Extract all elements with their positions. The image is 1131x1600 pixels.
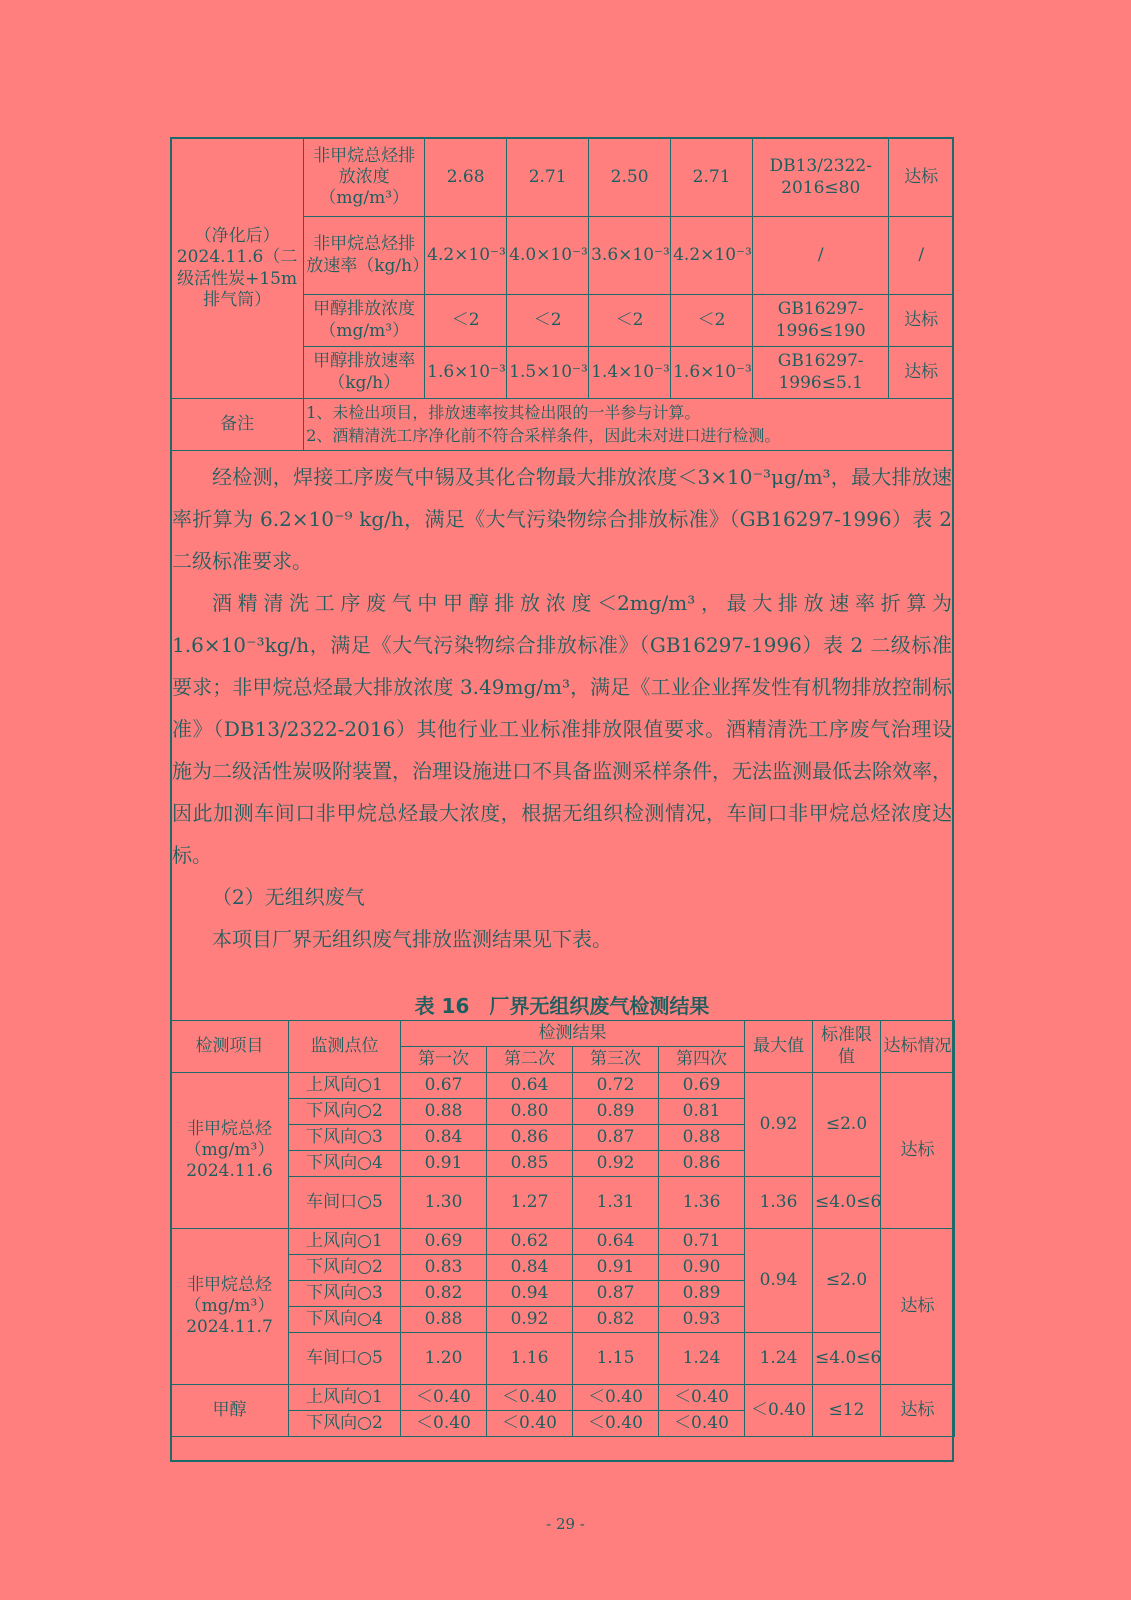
standard: GB16297-1996≤190 xyxy=(753,295,889,347)
limit-value: ≤4.0≤6 xyxy=(813,1333,881,1385)
header-max: 最大值 xyxy=(745,1021,813,1073)
table-caption: 表 16 厂界无组织废气检测结果 xyxy=(414,994,710,1018)
cell: 1.5×10⁻³ xyxy=(507,347,589,399)
cell: 0.62 xyxy=(487,1229,573,1255)
cell: 2.71 xyxy=(507,139,589,217)
cell: ＜0.40 xyxy=(659,1385,745,1411)
cell: 4.2×10⁻³ xyxy=(671,217,753,295)
header-results: 检测结果 xyxy=(401,1021,745,1047)
cell: 0.64 xyxy=(487,1073,573,1099)
cell: 0.92 xyxy=(487,1307,573,1333)
cell: 0.92 xyxy=(573,1151,659,1177)
cell: ＜2 xyxy=(671,295,753,347)
cell: 1.36 xyxy=(659,1177,745,1229)
cell: 0.86 xyxy=(659,1151,745,1177)
cell: 0.88 xyxy=(659,1125,745,1151)
cell: 0.87 xyxy=(573,1125,659,1151)
cell: ＜0.40 xyxy=(573,1385,659,1411)
cell: 1.27 xyxy=(487,1177,573,1229)
point: 下风向○2 xyxy=(289,1411,401,1437)
point: 上风向○1 xyxy=(289,1073,401,1099)
cell: 0.90 xyxy=(659,1255,745,1281)
result: 达标 xyxy=(889,295,954,347)
cell: 2.71 xyxy=(671,139,753,217)
remark-2: 2、酒精清洗工序净化前不符合采样条件，因此未对进口进行检测。 xyxy=(306,425,781,445)
cell: 0.88 xyxy=(401,1307,487,1333)
max-value: ＜0.40 xyxy=(745,1385,813,1437)
cell: 0.82 xyxy=(401,1281,487,1307)
row-item: 甲醇排放浓度（mg/m³） xyxy=(304,295,425,347)
limit-value: ≤2.0 xyxy=(813,1229,881,1333)
paragraph-2: 酒精清洗工序废气中甲醇排放浓度＜2mg/m³，最大排放速率折算为 1.6×10⁻³kg/h，满足《大气污染物综合排放标准》（GB16297-1996）表 2 二级标准要求；非甲烷总烃最大排放浓度 3.49mg/m³，满足《工业企业挥发性有机物排放控制标准》（DB13/2322-2016）其他行业工业标准排放限值要求。酒精清洗工序废气治理设施为二级活性炭吸附装置，治理设施进口不具备监测采样条件，无法监测最低去除效率，因此加测车间口非甲烷总烃最大浓度，根据无组织检测情况，车间口非甲烷总烃浓度达标。 xyxy=(172,591,952,867)
cell: 1.24 xyxy=(659,1333,745,1385)
limit-value: ≤4.0≤6 xyxy=(813,1177,881,1229)
cell: 0.67 xyxy=(401,1073,487,1099)
header-r2: 第二次 xyxy=(487,1047,573,1073)
status: 达标 xyxy=(881,1385,955,1437)
result: / xyxy=(889,217,954,295)
cell: 4.2×10⁻³ xyxy=(425,217,507,295)
cell: 1.6×10⁻³ xyxy=(671,347,753,399)
cell: ＜0.40 xyxy=(401,1411,487,1437)
point: 车间口○5 xyxy=(289,1177,401,1229)
cell: 0.72 xyxy=(573,1073,659,1099)
header-r3: 第三次 xyxy=(573,1047,659,1073)
cell: 1.15 xyxy=(573,1333,659,1385)
cell: ＜0.40 xyxy=(487,1385,573,1411)
standard: DB13/2322-2016≤80 xyxy=(753,139,889,217)
page-number: - 29 - xyxy=(546,1515,585,1533)
cell: 4.0×10⁻³ xyxy=(507,217,589,295)
cell: 1.6×10⁻³ xyxy=(425,347,507,399)
cell: 3.6×10⁻³ xyxy=(589,217,671,295)
header-status: 达标情况 xyxy=(881,1021,955,1073)
cell: 1.20 xyxy=(401,1333,487,1385)
cell: 0.93 xyxy=(659,1307,745,1333)
group-label: 非甲烷总烃（mg/m³）2024.11.6 xyxy=(171,1073,289,1229)
cell: ＜2 xyxy=(507,295,589,347)
cell: 0.84 xyxy=(401,1125,487,1151)
max-value: 1.36 xyxy=(745,1177,813,1229)
header-r4: 第四次 xyxy=(659,1047,745,1073)
result: 达标 xyxy=(889,347,954,399)
cell: 0.71 xyxy=(659,1229,745,1255)
point: 上风向○1 xyxy=(289,1229,401,1255)
cell: 1.16 xyxy=(487,1333,573,1385)
remark-1: 1、未检出项目，排放速率按其检出限的一半参与计算。 xyxy=(306,403,701,423)
point: 下风向○4 xyxy=(289,1307,401,1333)
group-label: 非甲烷总烃（mg/m³）2024.11.7 xyxy=(171,1229,289,1385)
point: 上风向○1 xyxy=(289,1385,401,1411)
status: 达标 xyxy=(881,1229,955,1385)
row-item: 非甲烷总烃排放速率（kg/h） xyxy=(304,217,425,295)
point: 下风向○2 xyxy=(289,1255,401,1281)
cell: ＜0.40 xyxy=(573,1411,659,1437)
cell: 0.69 xyxy=(401,1229,487,1255)
cell: 0.86 xyxy=(487,1125,573,1151)
paragraph-3: （2）无组织废气 xyxy=(212,885,365,909)
group-label: 甲醇 xyxy=(171,1385,289,1437)
header-limit: 标准限值 xyxy=(813,1021,881,1073)
cell: 0.85 xyxy=(487,1151,573,1177)
cell: 0.89 xyxy=(573,1099,659,1125)
cell: ＜0.40 xyxy=(487,1411,573,1437)
cell: 1.31 xyxy=(573,1177,659,1229)
paragraph-1: 经检测，焊接工序废气中锡及其化合物最大排放浓度＜3×10⁻³μg/m³，最大排放速率折算为 6.2×10⁻⁹ kg/h，满足《大气污染物综合排放标准》（GB16297-1996）表 2 二级标准要求。 xyxy=(172,465,952,573)
cell: 0.89 xyxy=(659,1281,745,1307)
cell: 0.91 xyxy=(573,1255,659,1281)
cell: 0.94 xyxy=(487,1281,573,1307)
standard: GB16297-1996≤5.1 xyxy=(753,347,889,399)
cell: 0.83 xyxy=(401,1255,487,1281)
cell: 2.50 xyxy=(589,139,671,217)
status: 达标 xyxy=(881,1073,955,1229)
row-item: 甲醇排放速率（kg/h） xyxy=(304,347,425,399)
cell: ＜0.40 xyxy=(659,1411,745,1437)
point: 下风向○2 xyxy=(289,1099,401,1125)
result: 达标 xyxy=(889,139,954,217)
cell: 0.91 xyxy=(401,1151,487,1177)
standard: / xyxy=(753,217,889,295)
cell: ＜2 xyxy=(425,295,507,347)
header-item: 检测项目 xyxy=(171,1021,289,1073)
point: 车间口○5 xyxy=(289,1333,401,1385)
cell: 0.84 xyxy=(487,1255,573,1281)
header-point: 监测点位 xyxy=(289,1021,401,1073)
cell: 1.30 xyxy=(401,1177,487,1229)
paragraph-4: 本项目厂界无组织废气排放监测结果见下表。 xyxy=(212,927,612,951)
body-text xyxy=(172,456,952,960)
cell: 0.87 xyxy=(573,1281,659,1307)
max-value: 0.94 xyxy=(745,1229,813,1333)
fugitive-emission-table xyxy=(170,1020,955,1437)
cell: 0.64 xyxy=(573,1229,659,1255)
cell: 2.68 xyxy=(425,139,507,217)
point: 下风向○4 xyxy=(289,1151,401,1177)
cell: 0.88 xyxy=(401,1099,487,1125)
max-value: 0.92 xyxy=(745,1073,813,1177)
cell: 0.80 xyxy=(487,1099,573,1125)
max-value: 1.24 xyxy=(745,1333,813,1385)
emission-table xyxy=(170,138,954,451)
remark-text xyxy=(304,399,954,451)
cell: ＜2 xyxy=(589,295,671,347)
cell: 0.81 xyxy=(659,1099,745,1125)
point: 下风向○3 xyxy=(289,1125,401,1151)
remark-label: 备注 xyxy=(171,399,304,451)
limit-value: ≤2.0 xyxy=(813,1073,881,1177)
cell: ＜0.40 xyxy=(401,1385,487,1411)
limit-value: ≤12 xyxy=(813,1385,881,1437)
cell: 1.4×10⁻³ xyxy=(589,347,671,399)
cell: 0.82 xyxy=(573,1307,659,1333)
source-label: （净化后）2024.11.6（二级活性炭+15m 排气筒） xyxy=(171,139,304,399)
header-r1: 第一次 xyxy=(401,1047,487,1073)
row-item: 非甲烷总烃排放浓度（mg/m³） xyxy=(304,139,425,217)
point: 下风向○3 xyxy=(289,1281,401,1307)
cell: 0.69 xyxy=(659,1073,745,1099)
